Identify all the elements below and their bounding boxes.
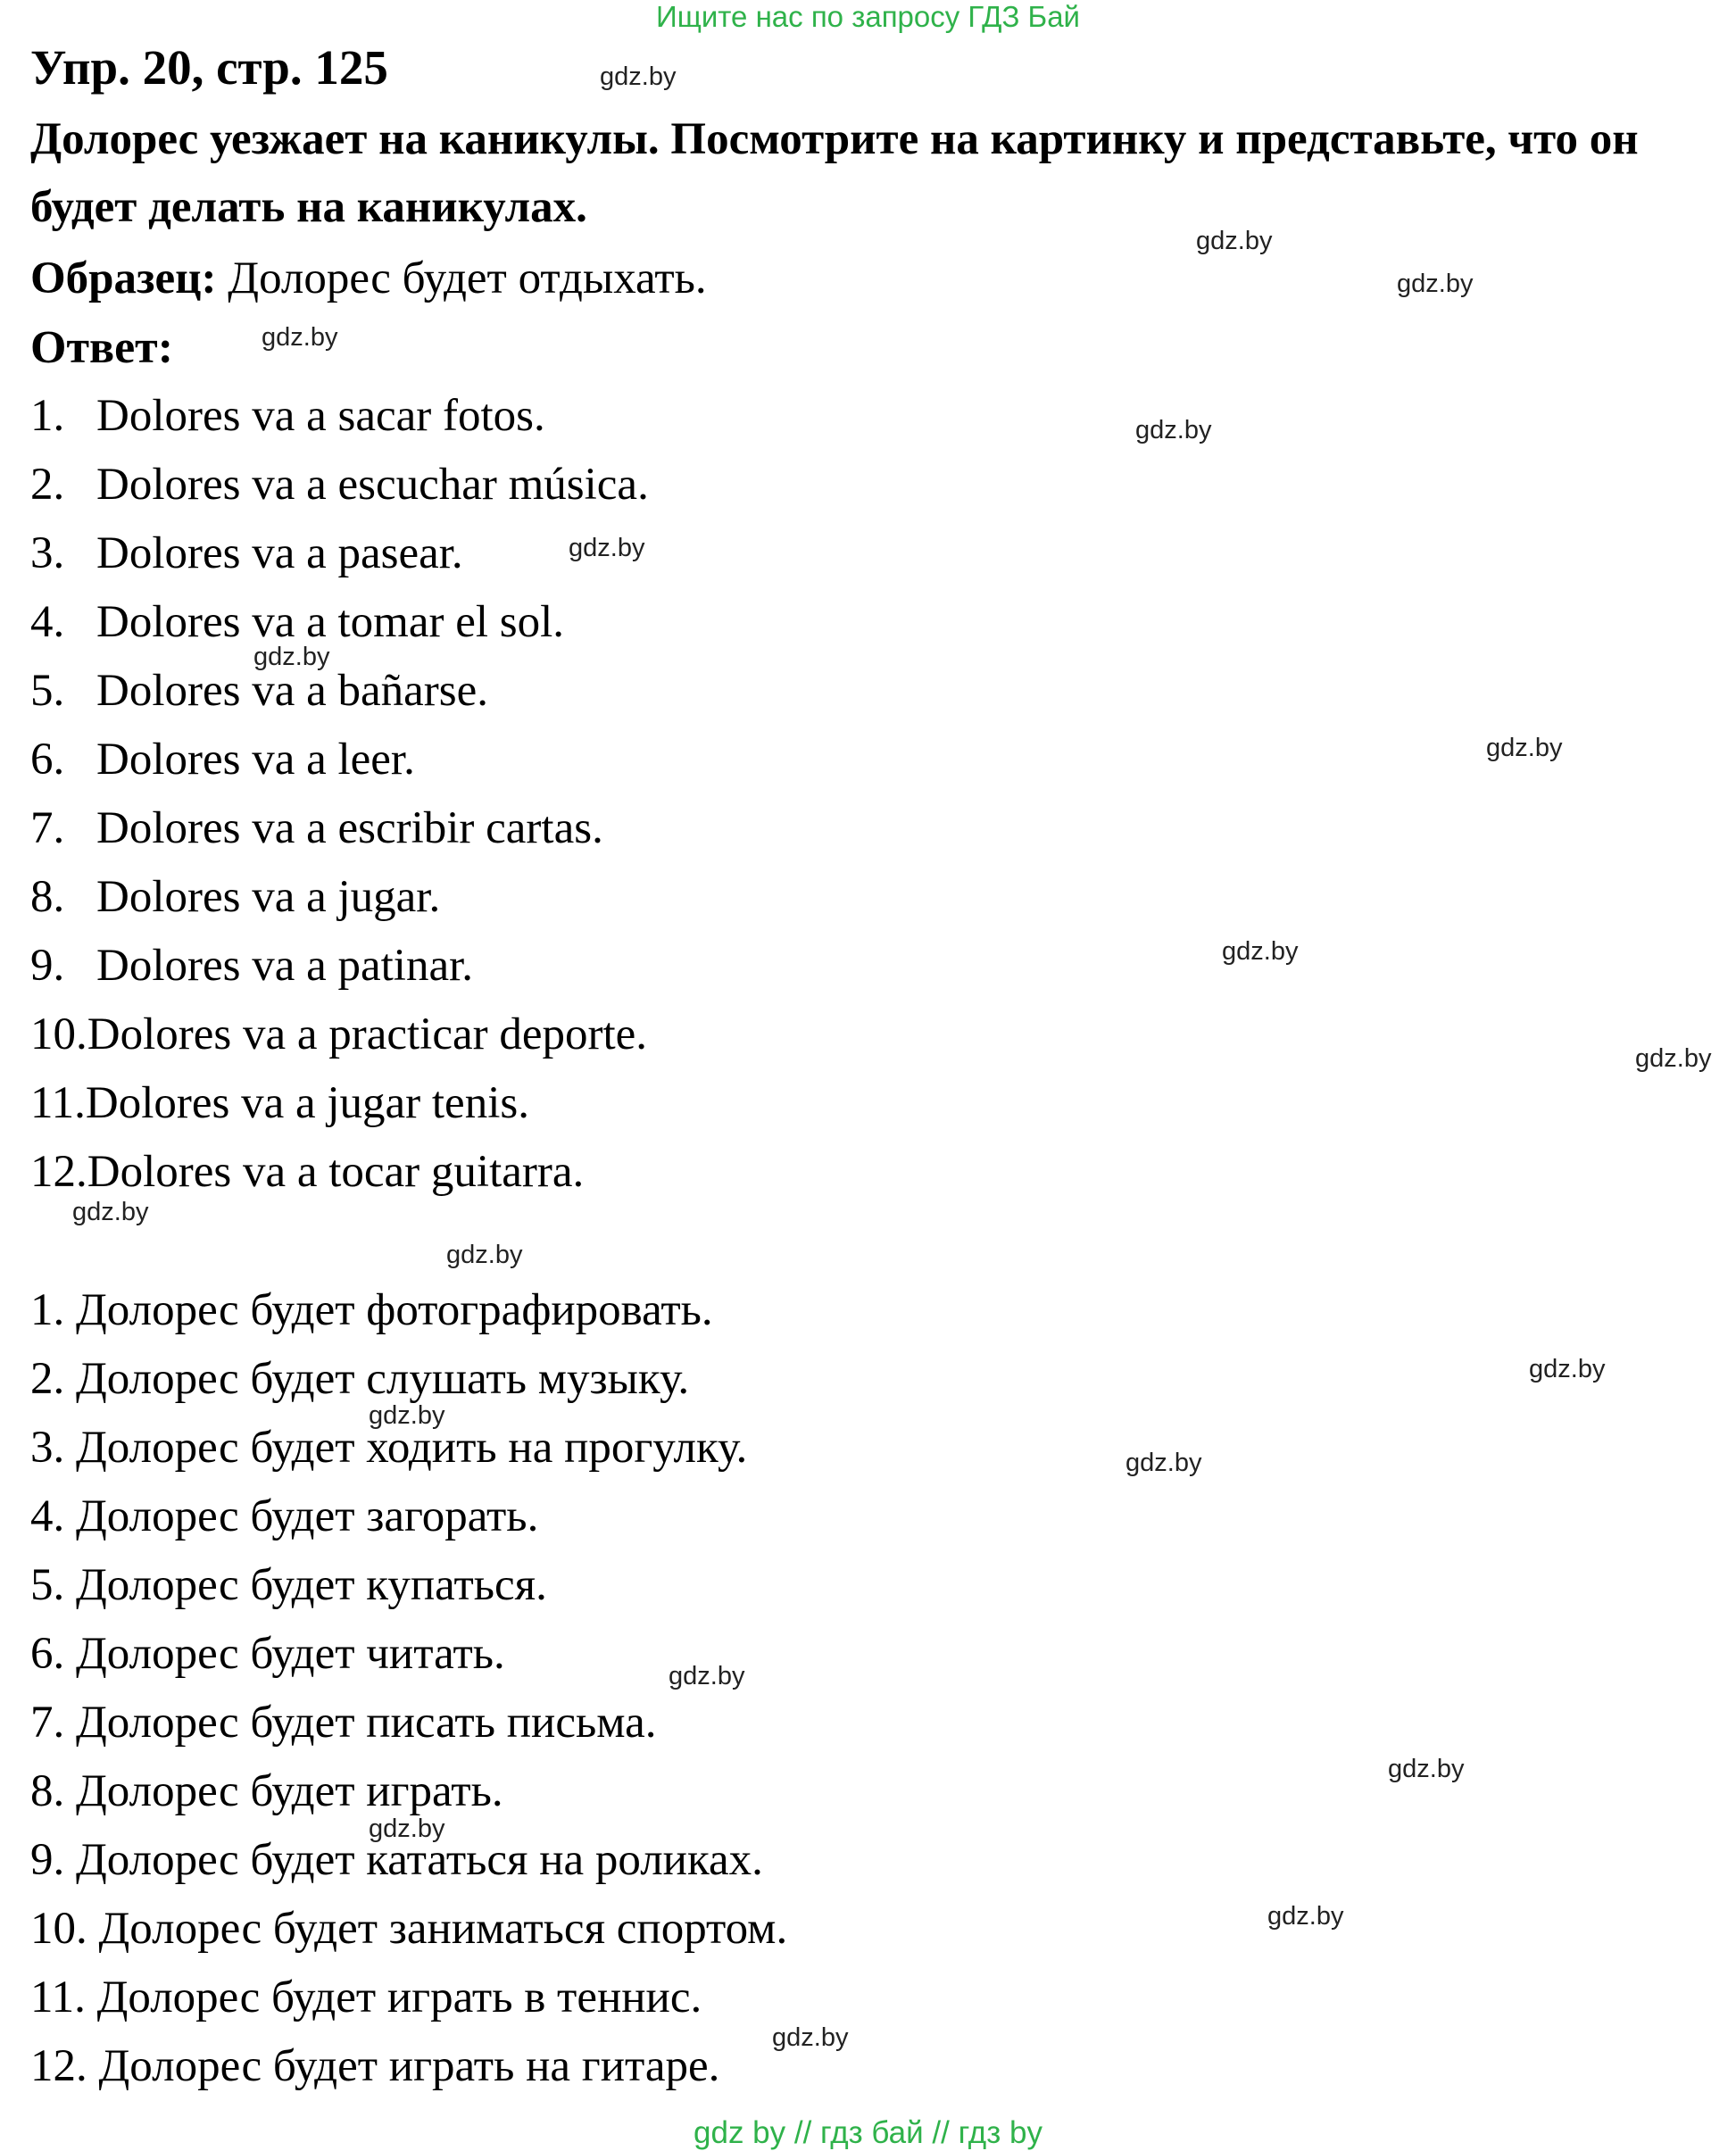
spanish-answer-6 [30,733,415,786]
answer-number: 12. [30,1147,87,1197]
watermark: gdz.by [1486,734,1563,762]
answer-text: Dolores va a escribir cartas. [96,803,603,853]
answer-label: Ответ: [30,322,174,373]
spanish-answer-10 [30,1008,647,1061]
answer-number: 2. [30,460,65,510]
answer-number: 5. [30,666,65,716]
task-text: Долорес уезжает на каникулы. Посмотрите на картинку и представьте, что он будет делать на каникулах. [30,114,1639,232]
answer-text: Dolores va a tocar guitarra. [87,1147,585,1197]
answer-text: Dolores va a jugar tenis. [85,1078,529,1128]
watermark: gdz.by [1529,1355,1606,1383]
answer-text: Dolores va a practicar deporte. [87,1009,648,1059]
russian-answer-8: 8. Долорес будет играть. [30,1766,503,1816]
watermark: gdz.by [1397,270,1474,298]
watermark: gdz.by [669,1662,745,1690]
russian-answer-2: 2. Долорес будет слушать музыку. [30,1354,690,1404]
watermark: gdz.by [446,1241,523,1269]
answer-number: 10. [30,1009,87,1059]
watermark: gdz.by [1125,1449,1202,1477]
example-label: Образец: [30,253,217,303]
answer-number: 3. [30,528,65,578]
spanish-answer-3 [30,527,463,580]
russian-answer-3: 3. Долорес будет ходить на прогулку. [30,1423,748,1473]
spanish-answer-12 [30,1145,584,1199]
answer-text: Dolores va a bañarse. [96,666,488,716]
answer-number: 1. [30,391,65,441]
spanish-answer-2 [30,458,649,511]
watermark: gdz.by [72,1198,149,1226]
spanish-answer-4 [30,595,564,649]
watermark: gdz.by [369,1815,445,1843]
answer-number: 7. [30,803,65,853]
example-text: Долорес будет отдыхать. [228,253,707,303]
answer-number: 9. [30,941,65,991]
page-title: Упр. 20, стр. 125 [30,40,388,95]
spanish-answer-7 [30,801,603,855]
answer-text: Dolores va a sacar fotos. [96,391,545,441]
spanish-answer-9 [30,939,473,992]
russian-answer-9: 9. Долорес будет кататься на роликах. [30,1835,763,1885]
answer-text: Dolores va a jugar. [96,872,441,922]
watermark: gdz.by [1388,1755,1465,1783]
watermark: gdz.by [772,2023,849,2052]
russian-answer-1: 1. Долорес будет фотографировать. [30,1285,713,1335]
answer-text: Dolores va a pasear. [96,528,463,578]
watermark: gdz.by [1267,1902,1344,1931]
russian-answer-7: 7. Долорес будет писать письма. [30,1698,657,1748]
watermark: gdz.by [253,643,330,671]
watermark: gdz.by [1196,227,1273,255]
russian-answer-5: 5. Долорес будет купаться. [30,1560,547,1610]
watermark: gdz.by [600,62,677,91]
answer-number: 8. [30,872,65,922]
answer-text: Dolores va a patinar. [96,941,474,991]
example-line [30,252,707,305]
bottom-banner[interactable]: gdz by // гдз бай // гдз by [694,2115,1042,2150]
watermark: gdz.by [369,1401,445,1430]
answer-text: Dolores va a escuchar música. [96,460,649,510]
answer-number: 6. [30,735,65,785]
watermark: gdz.by [569,534,645,562]
spanish-answer-8 [30,870,440,924]
spanish-answer-11 [30,1076,529,1130]
answer-text: Dolores va a leer. [96,735,415,785]
watermark: gdz.by [262,323,338,352]
spanish-answer-1 [30,389,545,443]
answer-number: 11. [30,1078,86,1128]
watermark: gdz.by [1135,416,1212,444]
russian-answer-11: 11. Долорес будет играть в теннис. [30,1972,702,2022]
russian-answer-4: 4. Долорес будет загорать. [30,1491,539,1541]
answer-number: 4. [30,597,65,647]
watermark: gdz.by [1222,937,1299,966]
watermark: gdz.by [1635,1044,1712,1073]
top-banner[interactable]: Ищите нас по запросу ГДЗ Бай [656,0,1080,33]
spanish-answer-5 [30,664,488,718]
russian-answer-12: 12. Долорес будет играть на гитаре. [30,2041,720,2091]
russian-answer-6: 6. Долорес будет читать. [30,1629,505,1679]
russian-answer-10: 10. Долорес будет заниматься спортом. [30,1904,788,1954]
answer-text: Dolores va a tomar el sol. [96,597,565,647]
